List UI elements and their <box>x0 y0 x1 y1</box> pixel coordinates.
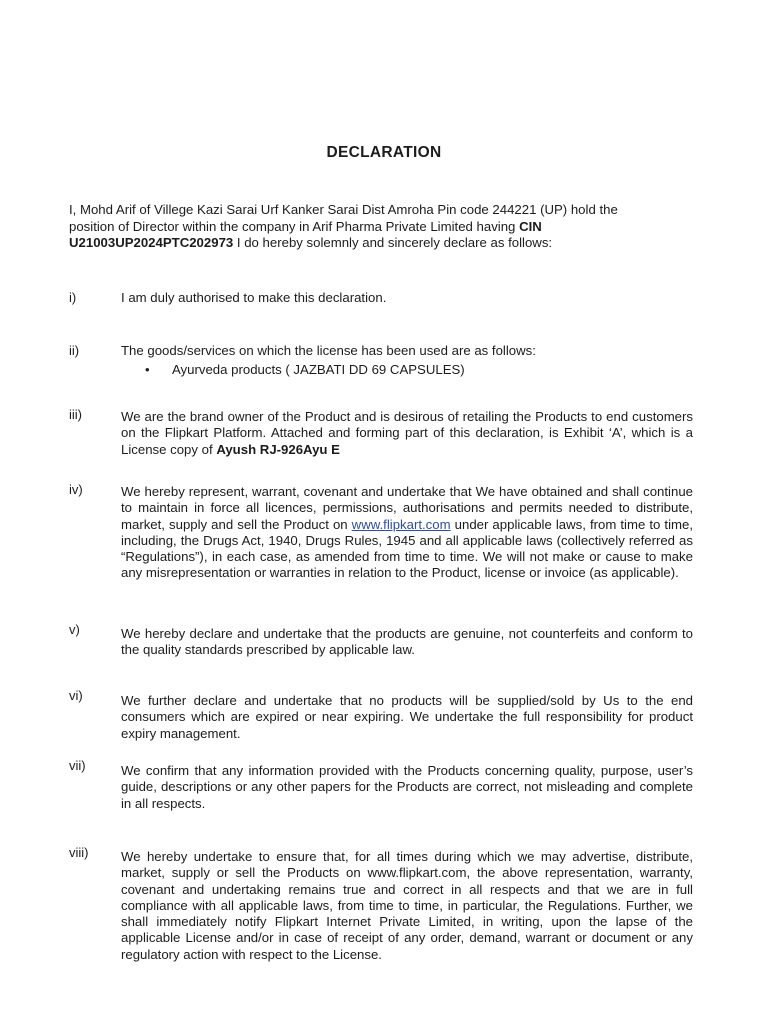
clause-number: vi) <box>69 688 83 703</box>
clause-text: We further declare and undertake that no products will be supplied/sold by Us to the end consumers which are expired or near expiring. We undertake the full responsibility for product expiry management. <box>121 693 693 741</box>
clause-text: We confirm that any information provided with the Products concerning quality, purpose, user’s guide, descriptions or any other papers for the Products are correct, not misleading and complete in all respects. <box>121 763 693 811</box>
bullet-item: Ayurveda products ( JAZBATI DD 69 CAPSULES) <box>172 362 465 377</box>
clause-number: viii) <box>69 845 89 860</box>
clause-number: ii) <box>69 343 80 358</box>
clause-body-after: under applicable laws, from time to time, including, the Drugs Act, 1940, Drugs Rules, 1945 and all applicable laws (collectively referred as “Regulations”), in each case, as amended from time to time. We will not make or cause to make any misrepresentation or warranties in relation to the Product, license or invoice (as applicable). <box>121 516 693 581</box>
intro-line-2: position of Director within the company in Arif Pharma Private Limited having <box>69 218 520 234</box>
clause-text <box>121 484 693 582</box>
flipkart-link[interactable]: www.flipkart.com <box>351 516 451 532</box>
clause-number: iv) <box>69 482 83 497</box>
clause-body: We are the brand owner of the Product and is desirous of retailing the Products to end customers on the Flipkart Platform. Attached and forming part of this declaration, is Exhibit ‘A’, which is a License copy of <box>121 409 693 457</box>
clause-number: vii) <box>69 758 86 773</box>
intro-line-1: I, Mohd Arif of Villege Kazi Sarai Urf Kanker Sarai Dist Amroha Pin code 244221 (UP) hold the <box>69 202 618 217</box>
clause-text: The goods/services on which the license has been used are as follows: <box>121 343 536 358</box>
page-title: DECLARATION <box>326 144 442 161</box>
clause-text <box>121 409 693 458</box>
bullet-icon: • <box>145 362 150 377</box>
intro-paragraph <box>69 202 689 252</box>
clause-number: v) <box>69 622 80 637</box>
cin-label: CIN <box>519 218 542 234</box>
cin-number: U21003UP2024PTC202973 <box>69 235 234 250</box>
clause-text: We hereby declare and undertake that the products are genuine, not counterfeits and conform to the quality standards prescribed by applicable law. <box>121 626 693 658</box>
clause-text: We hereby undertake to ensure that, for all times during which we may advertise, distribute, market, supply or sell the Products on www.flipkart.com, the above representation, warranty, covenant and undertaking remains true and correct in all respects and that we are in full compliance with all applicable laws, from time to time, in particular, the Regulations. Further, we shall immediately notify Flipkart Internet Private Limited, in writing, upon the lapse of the applicable License and/or in case of receipt of any order, demand, warrant or document or any regulatory action with respect to the License. <box>121 849 693 962</box>
clause-text: I am duly authorised to make this declaration. <box>121 290 387 305</box>
clause-body-before: We hereby represent, warrant, covenant and undertake that We have obtained and shall continue to maintain in force all licences, permissions, authorisations and permits needed to distribute, market, supply and sell the Product on <box>121 484 693 532</box>
clause-number: i) <box>69 290 77 305</box>
intro-line-3: I do hereby solemnly and sincerely declare as follows: <box>233 235 553 250</box>
license-number: Ayush RJ-926Ayu E <box>216 441 340 457</box>
clause-number: iii) <box>69 407 82 422</box>
